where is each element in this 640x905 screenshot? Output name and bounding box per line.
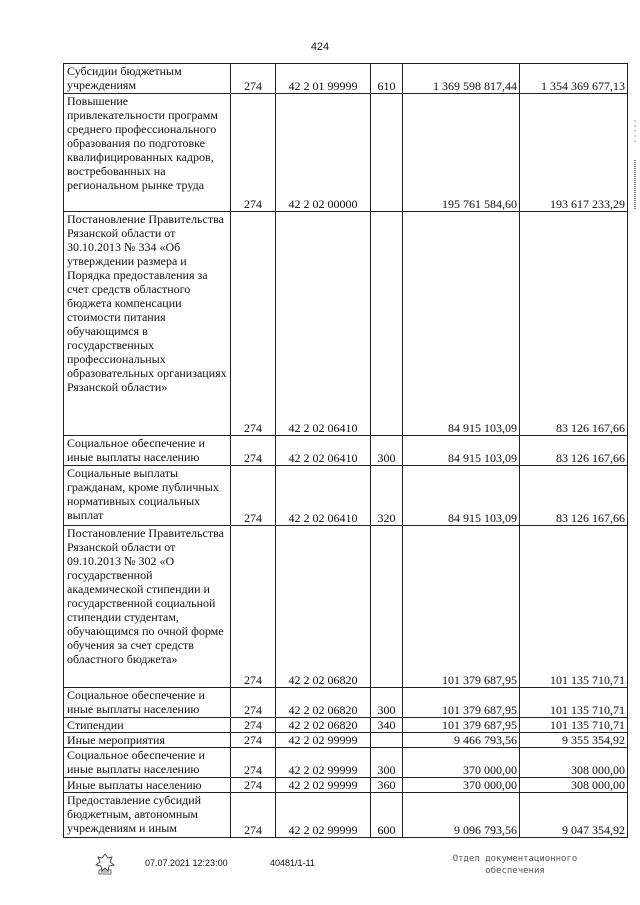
amount-year1: 84 915 103,09 xyxy=(403,466,520,526)
expense-type-code xyxy=(371,526,403,688)
target-article-code: 42 2 02 06820 xyxy=(276,718,371,733)
amount-year2: 83 126 167,66 xyxy=(520,436,628,466)
table-row xyxy=(64,748,628,778)
row-name: Постановление Правительства Рязанской области от 30.10.2013 № 334 «Об утверждении размера и Порядка предоставления за счет средств областного бюджета компенсации стоимости питания обучающимся в государственных профессиональных образовательных организациях Рязанской области» xyxy=(64,212,231,436)
ministry-code: 274 xyxy=(231,748,276,778)
amount-year2: 9 355 354,92 xyxy=(520,733,628,748)
table-row xyxy=(64,212,628,436)
table-row xyxy=(64,94,628,212)
expense-type-code: 300 xyxy=(371,688,403,718)
table-row xyxy=(64,466,628,526)
target-article-code: 42 2 02 06410 xyxy=(276,212,371,436)
amount-year2: 9 047 354,92 xyxy=(520,793,628,838)
ministry-code: 274 xyxy=(231,718,276,733)
ministry-code: 274 xyxy=(231,688,276,718)
stamp-line-2: обеспечения xyxy=(485,866,545,876)
row-name: Постановление Правительства Рязанской области от 09.10.2013 № 302 «О государственной академической стипендии и государственной социальной стипендии студентам, обучающимся по очной форме обучения за счет средств областного бюджета» xyxy=(64,526,231,688)
amount-year1: 84 915 103,09 xyxy=(403,212,520,436)
row-name: Социальное обеспечение и иные выплаты населению xyxy=(64,436,231,466)
amount-year2: 83 126 167,66 xyxy=(520,212,628,436)
target-article-code: 42 2 02 00000 xyxy=(276,94,371,212)
row-name: Повышение привлекательности программ среднего профессионального образования по подготовке квалифицированных кадров, востребованных на региональном рынке труда xyxy=(64,94,231,212)
row-name: Социальное обеспечение и иные выплаты населению xyxy=(64,688,231,718)
department-stamp xyxy=(440,853,590,877)
amount-year1: 195 761 584,60 xyxy=(403,94,520,212)
target-article-code: 42 2 02 99999 xyxy=(276,778,371,793)
expense-type-code: 300 xyxy=(371,748,403,778)
row-name: Иные выплаты населению xyxy=(64,778,231,793)
scan-edge-marks xyxy=(632,120,638,240)
target-article-code: 42 2 02 06820 xyxy=(276,688,371,718)
ministry-code: 274 xyxy=(231,94,276,212)
amount-year2: 193 617 233,29 xyxy=(520,94,628,212)
expense-type-code xyxy=(371,733,403,748)
ministry-code: 274 xyxy=(231,733,276,748)
amount-year2: 101 135 710,71 xyxy=(520,526,628,688)
stamp-line-1: Отдел документационного xyxy=(452,854,578,864)
ministry-code: 274 xyxy=(231,778,276,793)
expense-type-code: 600 xyxy=(371,793,403,838)
ministry-code: 274 xyxy=(231,212,276,436)
amount-year1: 84 915 103,09 xyxy=(403,436,520,466)
amount-year2: 83 126 167,66 xyxy=(520,466,628,526)
expense-type-code: 610 xyxy=(371,64,403,94)
amount-year2: 308 000,00 xyxy=(520,748,628,778)
amount-year2: 1 354 369 677,13 xyxy=(520,64,628,94)
print-timestamp: 07.07.2021 12:23:00 xyxy=(145,858,228,868)
amount-year1: 9 466 793,56 xyxy=(403,733,520,748)
ministry-code: 274 xyxy=(231,436,276,466)
expense-type-code xyxy=(371,212,403,436)
row-name: Предоставление субсидий бюджетным, автономным учреждениям и иным xyxy=(64,793,231,838)
document-number: 40481/1-11 xyxy=(270,858,315,868)
amount-year1: 101 379 687,95 xyxy=(403,718,520,733)
amount-year2: 308 000,00 xyxy=(520,778,628,793)
amount-year1: 1 369 598 817,44 xyxy=(403,64,520,94)
amount-year1: 370 000,00 xyxy=(403,748,520,778)
document-footer xyxy=(0,853,640,893)
expense-type-code: 340 xyxy=(371,718,403,733)
budget-table xyxy=(63,63,628,838)
amount-year1: 101 379 687,95 xyxy=(403,526,520,688)
target-article-code: 42 2 02 06820 xyxy=(276,526,371,688)
amount-year2: 101 135 710,71 xyxy=(520,688,628,718)
table-row xyxy=(64,778,628,793)
table-row xyxy=(64,733,628,748)
table-row xyxy=(64,526,628,688)
target-article-code: 42 2 02 06410 xyxy=(276,436,371,466)
row-name: Иные мероприятия xyxy=(64,733,231,748)
table-row xyxy=(64,793,628,838)
table-row xyxy=(64,688,628,718)
target-article-code: 42 2 02 99999 xyxy=(276,733,371,748)
amount-year2: 101 135 710,71 xyxy=(520,718,628,733)
target-article-code: 42 2 01 99999 xyxy=(276,64,371,94)
target-article-code: 42 2 02 99999 xyxy=(276,748,371,778)
expense-type-code: 360 xyxy=(371,778,403,793)
expense-type-code xyxy=(371,94,403,212)
target-article-code: 42 2 02 06410 xyxy=(276,466,371,526)
amount-year1: 370 000,00 xyxy=(403,778,520,793)
ministry-code: 274 xyxy=(231,793,276,838)
row-name: Социальное обеспечение и иные выплаты населению xyxy=(64,748,231,778)
table-row xyxy=(64,64,628,94)
ministry-code: 274 xyxy=(231,526,276,688)
expense-type-code: 320 xyxy=(371,466,403,526)
ministry-code: 274 xyxy=(231,64,276,94)
page-number: 424 xyxy=(310,41,330,53)
amount-year1: 101 379 687,95 xyxy=(403,688,520,718)
coat-of-arms-icon xyxy=(94,853,116,875)
row-name: Социальные выплаты гражданам, кроме публичных нормативных социальных выплат xyxy=(64,466,231,526)
table-row xyxy=(64,718,628,733)
ministry-code: 274 xyxy=(231,466,276,526)
row-name: Стипендии xyxy=(64,718,231,733)
amount-year1: 9 096 793,56 xyxy=(403,793,520,838)
row-name: Субсидии бюджетным учреждениям xyxy=(64,64,231,94)
expense-type-code: 300 xyxy=(371,436,403,466)
target-article-code: 42 2 02 99999 xyxy=(276,793,371,838)
table-row xyxy=(64,436,628,466)
